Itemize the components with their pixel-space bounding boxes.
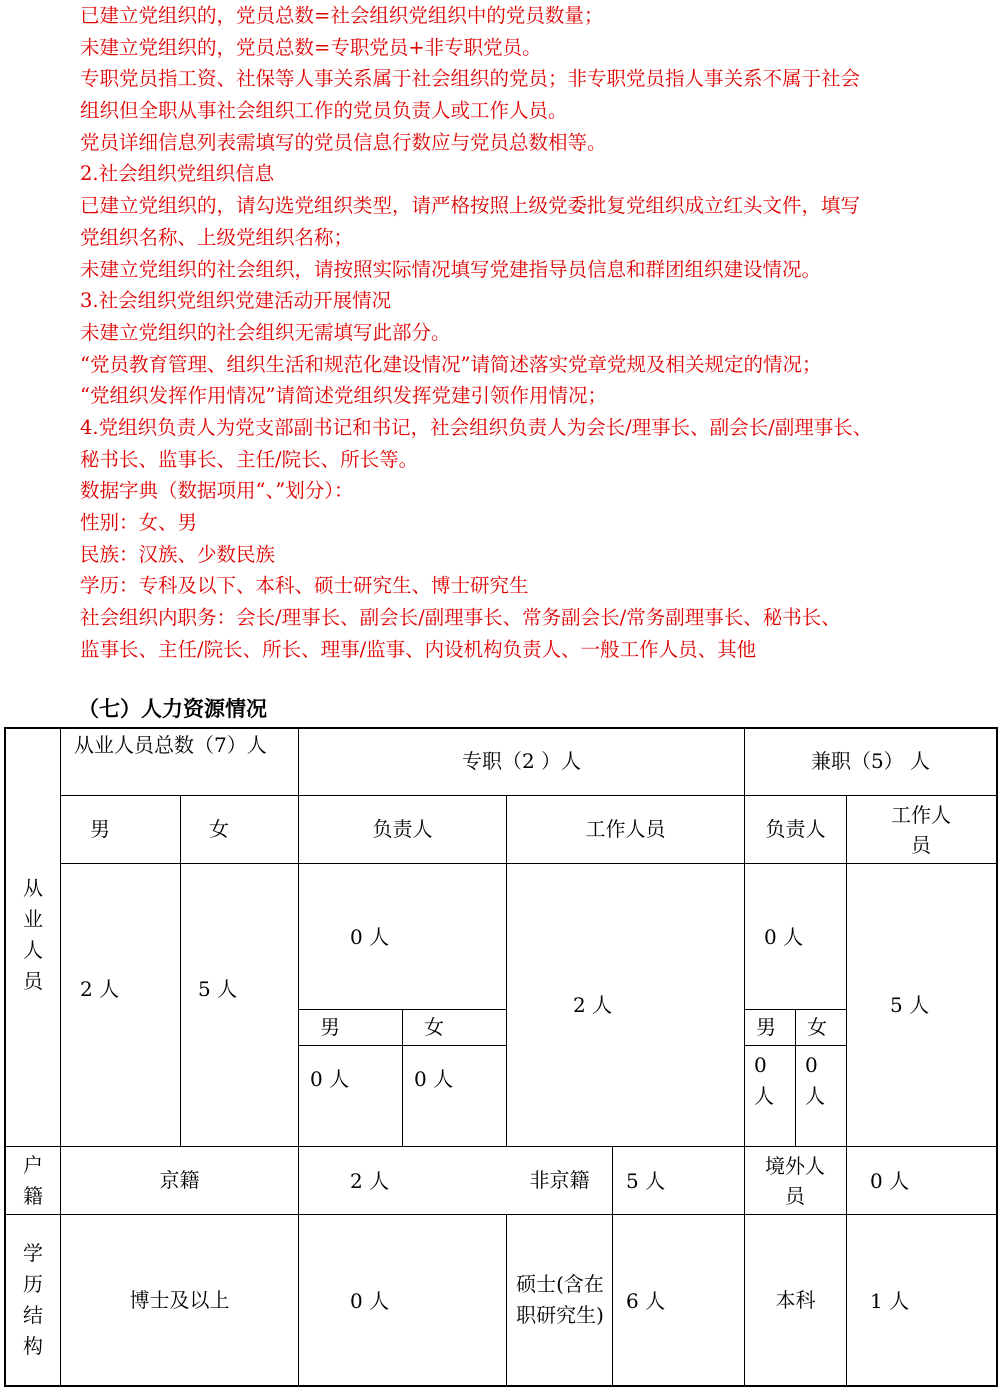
pt-leader-male-label: 男: [756, 1015, 776, 1039]
grid-line: [506, 1215, 507, 1386]
note-line: 民族：汉族、少数民族: [80, 542, 276, 566]
header-pt-staff: 工作人员: [891, 803, 951, 857]
header-pt-leader: 负责人: [765, 817, 826, 841]
hukou-nonbeijing-count: 5 人: [626, 1169, 666, 1193]
note-line: 党员详细信息列表需填写的党员信息行数应与党员总数相等。: [80, 130, 607, 154]
note-line: 未建立党组织的，党员总数=专职党员+非专职党员。: [80, 35, 542, 59]
ft-leader-female-label: 女: [424, 1015, 444, 1039]
note-line: 已建立党组织的，党员总数=社会组织党组织中的党员数量；: [80, 4, 604, 27]
table-border-bottom: [4, 1385, 998, 1387]
grid-line: [846, 796, 847, 1386]
note-line: 3.社会组织党组织党建活动开展情况: [80, 289, 392, 313]
pt-staff-count: 5 人: [890, 993, 930, 1017]
note-line: 组织但全职从事社会组织工作的党员负责人或工作人员。: [80, 99, 568, 123]
note-line: 性别：女、男: [80, 511, 198, 534]
grid-line: [795, 1010, 796, 1146]
note-line: 4.党组织负责人为党支部副书记和书记，社会组织负责人为会长/理事长、副会长/副理事长、: [80, 415, 873, 439]
hukou-overseas-label: 境外人员: [765, 1154, 825, 1208]
hukou-beijing-label: 京籍: [159, 1168, 200, 1192]
header-ft-staff: 工作人员: [585, 817, 666, 841]
hukou-beijing-count: 2 人: [350, 1169, 390, 1193]
row-label-hukou: 户籍: [23, 1153, 43, 1208]
ft-leader-count: 0 人: [350, 925, 390, 949]
header-ft-leader: 负责人: [372, 817, 433, 841]
grid-line: [298, 1045, 506, 1046]
ft-leader-male-count: 0 人: [310, 1067, 350, 1091]
note-line: 专职党员指工资、社保等人事关系属于社会组织的党员；非专职党员指人事关系不属于社会: [80, 67, 861, 91]
pt-leader-female-count: 0人: [805, 1053, 825, 1108]
note-line: “党员教育管理、组织生活和规范化建设情况”请简述落实党章党规及相关规定的情况；: [80, 352, 822, 376]
header-fulltime: 专职（2 ）人: [461, 749, 582, 773]
pt-leader-male-count: 0人: [754, 1053, 774, 1108]
grid-line: [612, 1147, 613, 1386]
grid-line: [744, 1009, 846, 1010]
grid-line: [298, 1009, 506, 1010]
row-label-staff: 从业人员: [23, 876, 43, 993]
pt-leader-female-label: 女: [807, 1015, 827, 1039]
pt-leader-count: 0 人: [764, 925, 804, 949]
note-line: 未建立党组织的社会组织，请按照实际情况填写党建指导员信息和群团组织建设情况。: [80, 257, 822, 281]
female-count: 5 人: [198, 977, 238, 1001]
note-line: “党组织发挥作用情况”请简述党组织发挥党建引领作用情况；: [80, 384, 607, 408]
grid-line: [60, 863, 997, 864]
edu-master-label: 硕士(含在职研究生): [516, 1272, 604, 1327]
table-border-right: [996, 727, 998, 1387]
edu-phd-count: 0 人: [350, 1289, 390, 1313]
grid-line: [402, 1010, 403, 1146]
note-line: 社会组织内职务：会长/理事长、副会长/副理事长、常务副会长/常务副理事长、秘书长、: [80, 606, 841, 630]
hukou-overseas-count: 0 人: [870, 1169, 910, 1193]
note-line: 数据字典（数据项用“、”划分）：: [80, 479, 354, 503]
ft-leader-male-label: 男: [320, 1015, 340, 1039]
note-line: 秘书长、监事长、主任/院长、所长等。: [80, 447, 419, 471]
header-parttime: 兼职（5） 人: [810, 749, 931, 773]
note-line: 监事长、主任/院长、所长、理事/监事、内设机构负责人、一般工作人员、其他: [80, 637, 757, 661]
row-label-education: 学历结构: [23, 1241, 43, 1358]
header-female: 女: [209, 817, 229, 841]
header-total: 从业人员总数（7）人: [74, 733, 267, 757]
notes-block: [80, 0, 980, 665]
note-line: 2.社会组织党组织信息: [80, 162, 275, 186]
grid-line: [744, 1045, 846, 1046]
note-line: 未建立党组织的社会组织无需填写此部分。: [80, 320, 451, 344]
note-line: 党组织名称、上级党组织名称；: [80, 225, 354, 249]
edu-master-count: 6 人: [626, 1289, 666, 1313]
note-line: 已建立党组织的，请勾选党组织类型，请严格按照上级党委批复党组织成立红头文件，填写: [80, 194, 861, 218]
header-male: 男: [90, 817, 110, 841]
edu-bachelor-count: 1 人: [870, 1289, 910, 1313]
edu-bachelor-label: 本科: [775, 1287, 816, 1312]
edu-phd-label: 博士及以上: [129, 1287, 230, 1312]
grid-line: [180, 796, 181, 1146]
male-count: 2 人: [80, 977, 120, 1001]
hukou-nonbeijing-label: 非京籍: [529, 1168, 590, 1192]
ft-staff-count: 2 人: [573, 993, 613, 1017]
table-border-left: [4, 727, 6, 1387]
note-line: 学历：专科及以下、本科、硕士研究生、博士研究生: [80, 574, 529, 598]
ft-leader-female-count: 0 人: [414, 1067, 454, 1091]
section-title: （七）人力资源情况: [78, 696, 267, 721]
